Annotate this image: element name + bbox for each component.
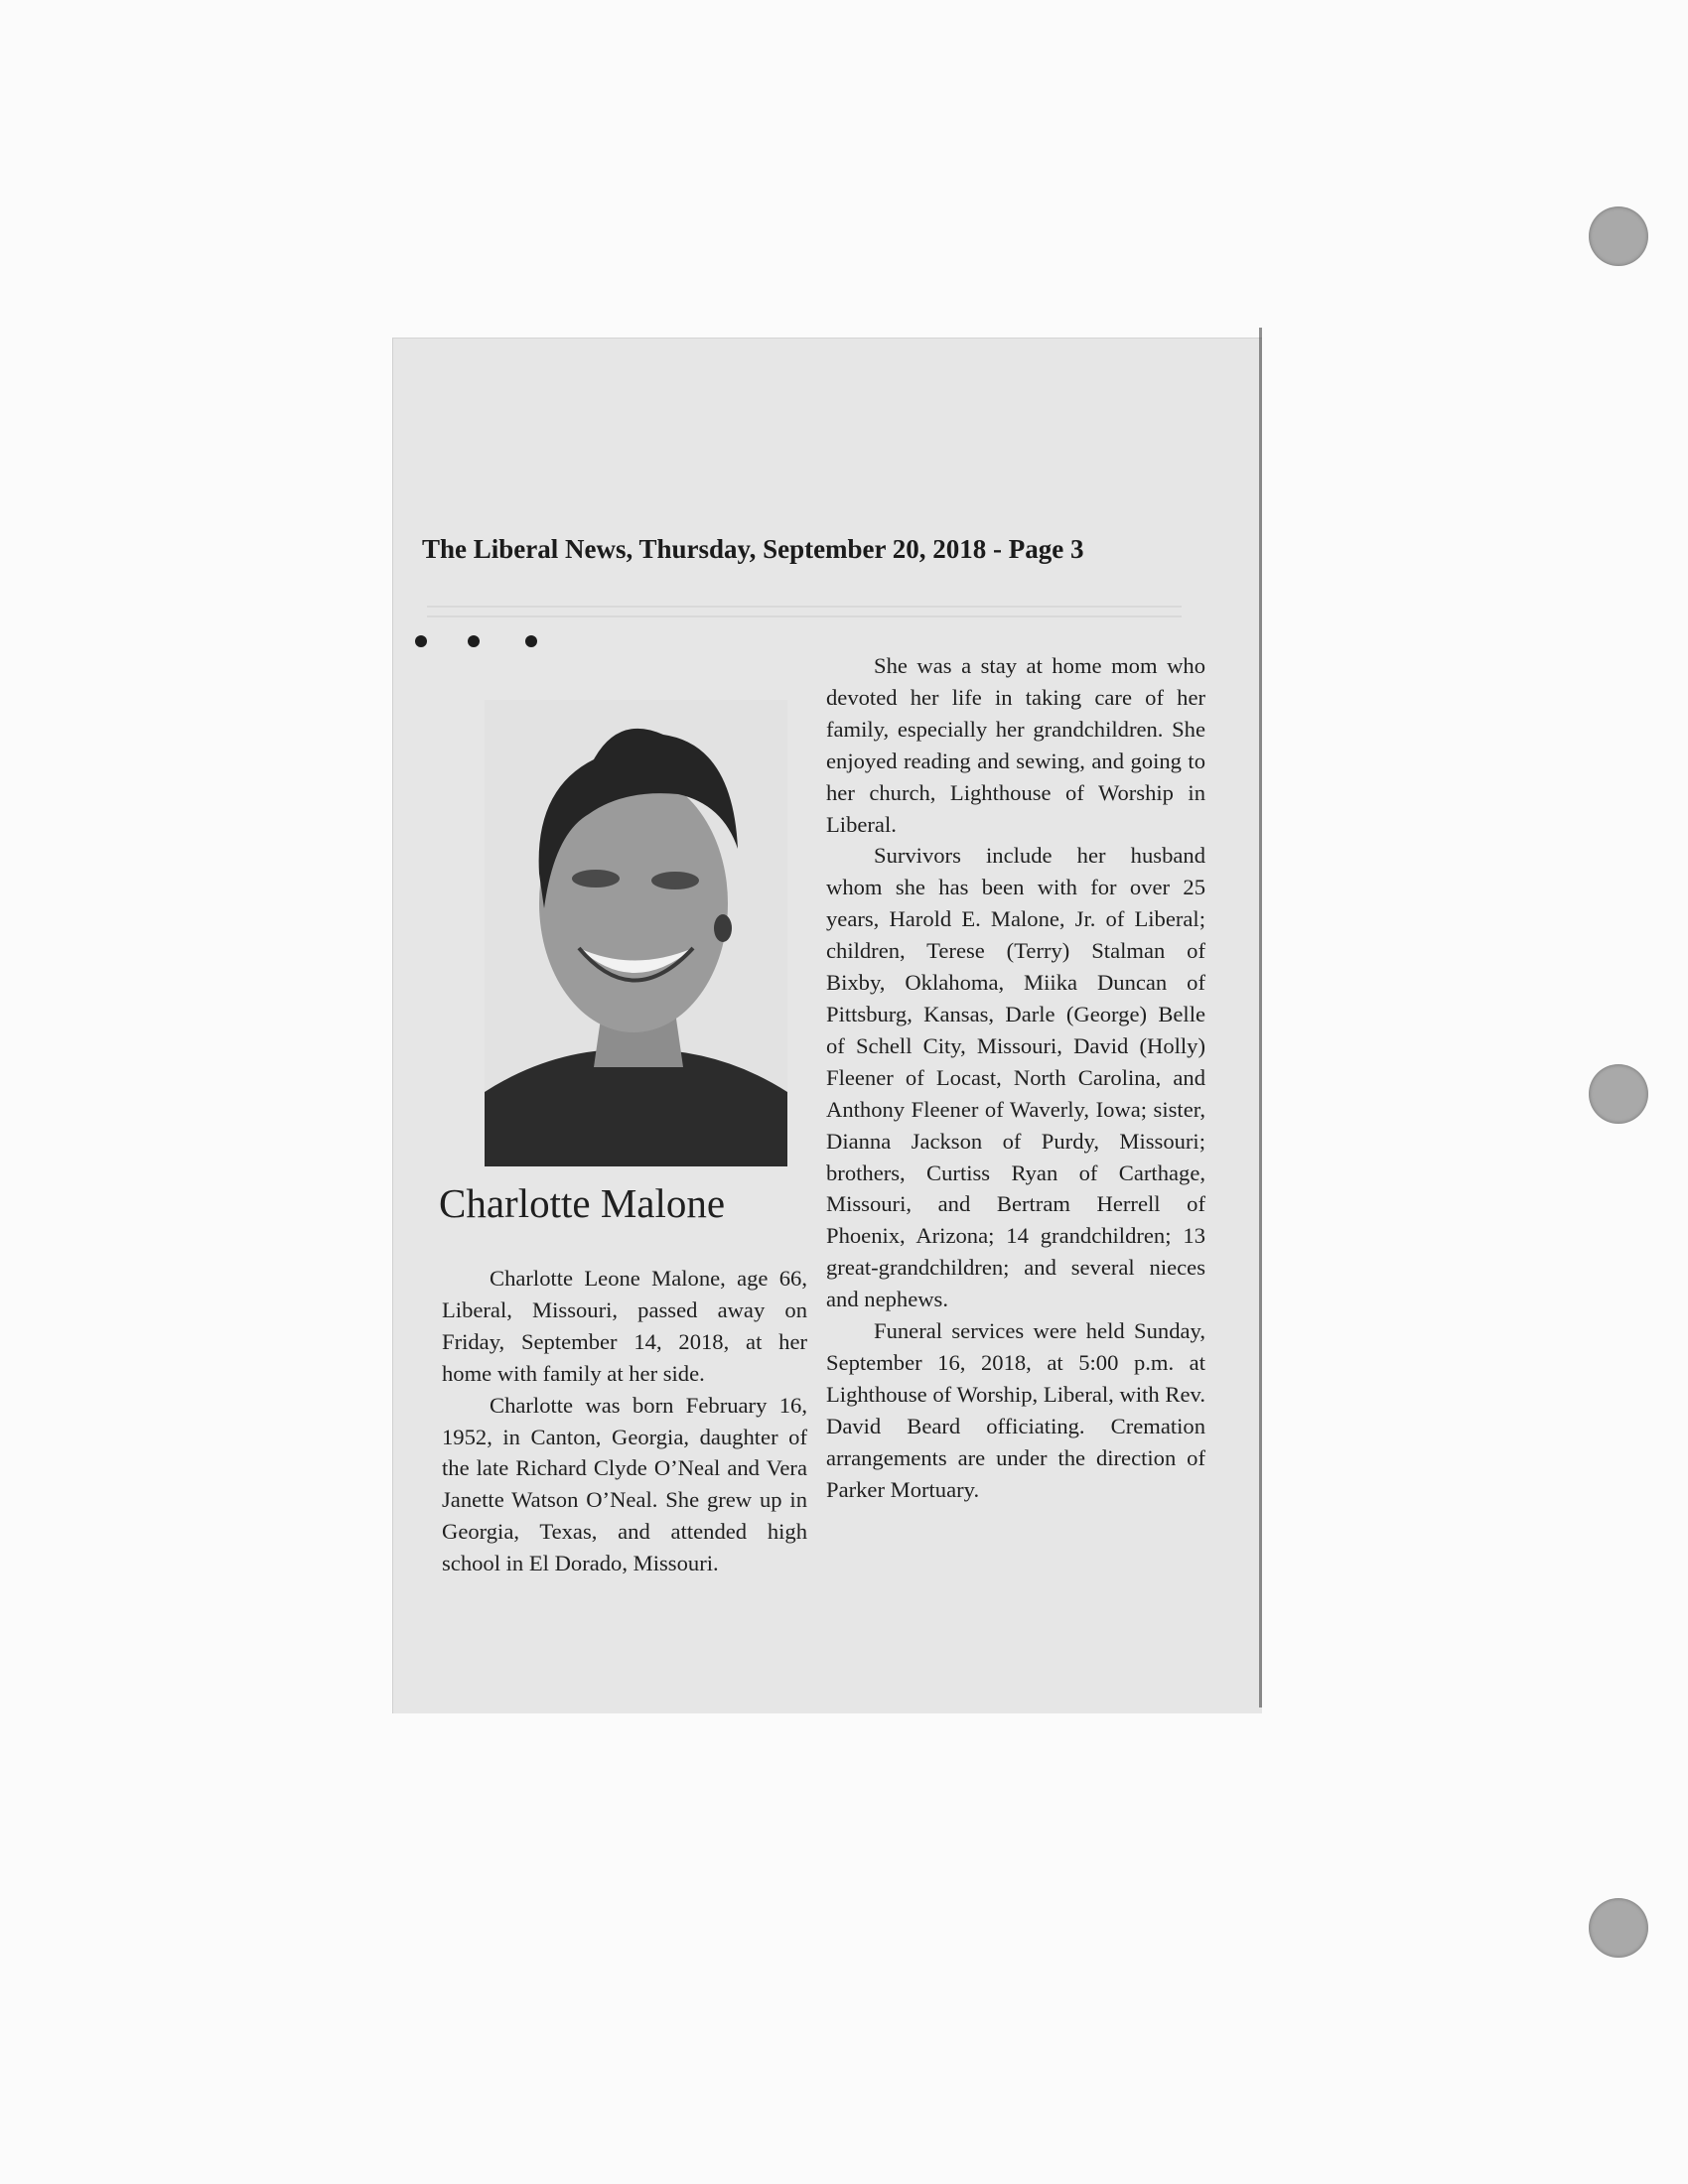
punch-hole-top xyxy=(1589,206,1648,266)
bullet-dot xyxy=(525,635,537,647)
punch-hole-middle xyxy=(1589,1064,1648,1124)
bullet-dot xyxy=(415,635,427,647)
newspaper-masthead: The Liberal News, Thursday, September 20, 2018 - Page 3 xyxy=(422,534,1084,564)
bleed-through-line xyxy=(427,606,1182,608)
right-column xyxy=(826,650,1205,1505)
punch-hole-bottom xyxy=(1589,1898,1648,1958)
bullet-dot xyxy=(468,635,480,647)
paragraph: Funeral services were held Sunday, September 16, 2018, at 5:00 p.m. at Lighthouse of Worship, Liberal, with Rev. David Beard officiating. Cremation arrangements are under the direction of Parker Mortuary. xyxy=(826,1318,1205,1502)
left-column xyxy=(442,1263,807,1579)
paragraph: Charlotte was born February 16, 1952, in Canton, Georgia, daughter of the late Richard Clyde O’Neal and Vera Janette Watson O’Neal. She grew up in Georgia, Texas, and attended high school in El Dorado, Missouri. xyxy=(442,1392,807,1576)
portrait-photo-icon xyxy=(485,700,787,1166)
bleed-through-line xyxy=(427,615,1182,617)
paragraph: She was a stay at home mom who devoted her life in taking care of her family, especially her grandchildren. She enjoyed reading and sewing, and going to her church, Lighthouse of Worship in Liberal. xyxy=(826,653,1205,837)
clipping-edge xyxy=(1259,328,1262,1707)
paragraph: Charlotte Leone Malone, age 66, Liberal, Missouri, passed away on Friday, September 14, 2018, at her home with family at her side. xyxy=(442,1266,807,1386)
paragraph: Survivors include her husband whom she has been with for over 25 years, Harold E. Malone, Jr. of Liberal; children, Terese (Terry) Stalman of Bixby, Oklahoma, Miika Duncan of Pittsburg, Kansas, Darle (George) Belle of Schell City, Missouri, David (Holly) Fleener of Locast, North Carolina, and Anthony Fleener of Waverly, Iowa; sister, Dianna Jackson of Purdy, Missouri; brothers, Curtiss Ryan of Carthage, Missouri, and Bertram Herrell of Phoenix, Arizona; 14 grandchildren; 13 great-grandchildren; and several nieces and nephews. xyxy=(826,843,1205,1312)
obituary-name: Charlotte Malone xyxy=(439,1180,726,1226)
portrait-photo xyxy=(485,700,787,1166)
